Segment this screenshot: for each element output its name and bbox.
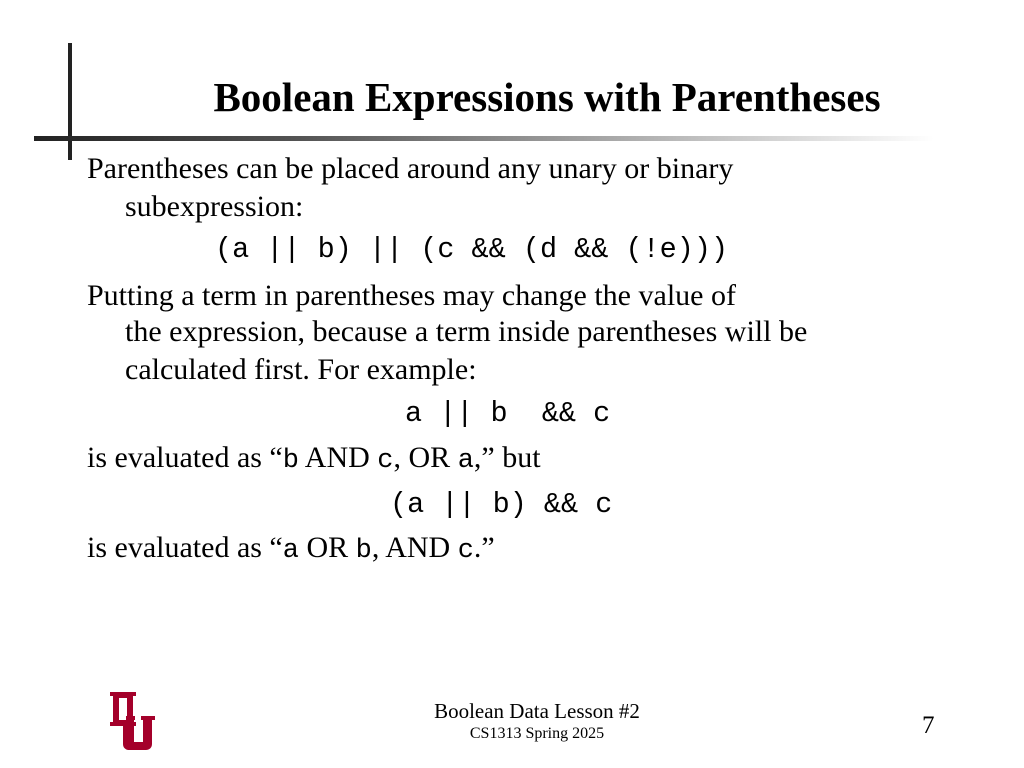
inline-code: a (457, 446, 474, 476)
body-line: Parentheses can be placed around any unary or binary (87, 152, 734, 185)
body-line: subexpression: (125, 190, 304, 223)
slide-title: Boolean Expressions with Parentheses (213, 74, 881, 120)
body-line (87, 440, 541, 479)
ou-logo-icon (108, 690, 158, 752)
code-example: (a || b) || (c && (d && (!e))) (215, 233, 729, 266)
text: is evaluated as “ (87, 531, 283, 564)
text: , AND (371, 531, 458, 564)
footer-course: CS1313 Spring 2025 (469, 725, 605, 742)
text: OR (298, 531, 356, 564)
footer-lesson-title: Boolean Data Lesson #2 (434, 699, 640, 723)
inline-code: b (282, 446, 299, 476)
body-line: Putting a term in parentheses may change the value of (87, 279, 736, 312)
inline-code: c (457, 536, 474, 566)
page-number: 7 (922, 712, 935, 739)
code-example: a || b && c (405, 397, 611, 430)
text: is evaluated as “ (87, 441, 283, 474)
text: AND (298, 441, 378, 474)
inline-code: c (377, 446, 394, 476)
text: .” (473, 531, 495, 564)
body-line: the expression, because a term inside parentheses will be (125, 315, 808, 348)
code-example: (a || b) && c (390, 488, 613, 521)
title-horizontal-rule (34, 136, 934, 141)
inline-code: a (282, 536, 299, 566)
text: ,” but (473, 441, 541, 474)
inline-code: b (355, 536, 372, 566)
text: , OR (393, 441, 458, 474)
body-line (87, 530, 495, 569)
body-line: calculated first. For example: (125, 353, 477, 386)
